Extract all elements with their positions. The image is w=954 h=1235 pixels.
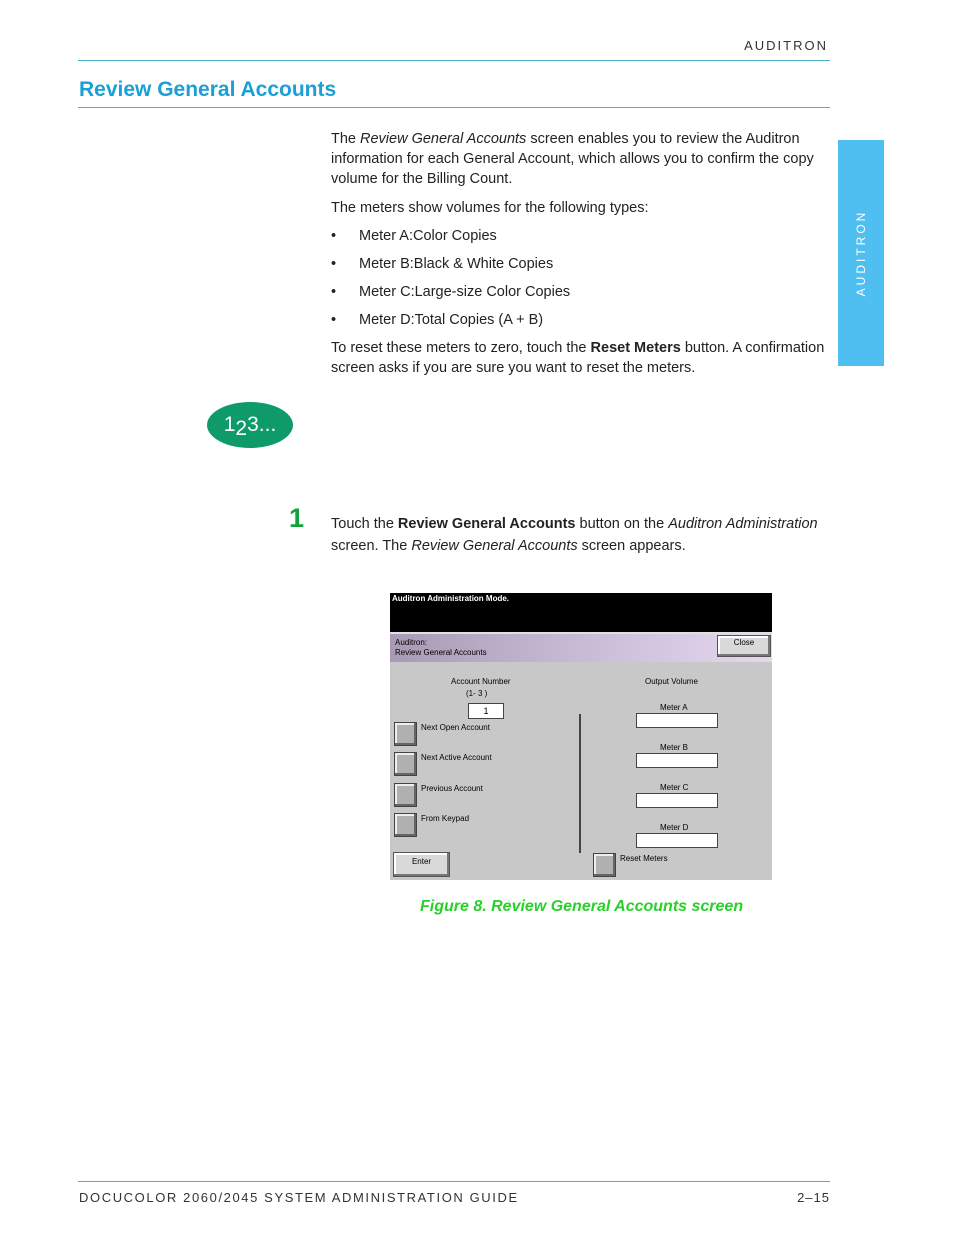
bullet-text: Meter C:Large-size Color Copies (359, 284, 571, 300)
figure-caption: Figure 8. Review General Accounts screen (420, 898, 744, 915)
section-title: Review General Accounts (79, 78, 337, 101)
step-screen-name: Review General Accounts (411, 538, 578, 554)
bullet-item (331, 310, 543, 330)
meter-d-label: Meter D (660, 823, 689, 832)
reset-prefix: To reset these meters to zero, touch the (331, 340, 591, 356)
meter-c-label: Meter C (660, 783, 689, 792)
screen-band-line1: Auditron: (395, 638, 428, 647)
bullet-text: Meter A:Color Copies (359, 228, 497, 244)
step-text-part: screen. The (331, 538, 412, 554)
step-button-name: Review General Accounts (397, 516, 576, 532)
account-number-label: Account Number (451, 677, 511, 686)
meter-b-label: Meter B (660, 743, 689, 752)
intro-suffix: screen enables you to review the Auditron information for each General Account, which allows you to confirm the copy volume for the Billing Count. (331, 131, 814, 187)
bullet-text: Meter D:Total Copies (A + B) (359, 312, 544, 328)
screen-title: Auditron Administration Mode. (392, 594, 510, 603)
steps-icon-digit: 3... (247, 413, 277, 436)
intro-paragraph (331, 129, 831, 189)
footer-rule (78, 1181, 830, 1182)
meter-d-field (636, 833, 718, 848)
screen-divider (579, 714, 581, 853)
intro-screen-name: Review General Accounts (360, 131, 527, 147)
close-button[interactable]: Close (717, 635, 771, 657)
meter-c-field (636, 793, 718, 808)
previous-account-label: Previous Account (421, 784, 483, 793)
bullet-item (331, 254, 553, 274)
bullet-dot: • (331, 256, 337, 272)
step-text-part: screen appears. (577, 538, 686, 554)
screen-title-bar (390, 593, 772, 632)
next-open-account-button[interactable] (394, 722, 417, 746)
next-open-account-label: Next Open Account (421, 723, 490, 732)
bullet-dot: • (331, 284, 337, 300)
reset-suffix: button. A confirmation screen asks if you are sure you want to reset the meters. (331, 340, 825, 376)
previous-account-button[interactable] (394, 783, 417, 807)
step-text-part: Touch the (331, 516, 398, 532)
from-keypad-button[interactable] (394, 813, 417, 837)
bullet-item (331, 282, 570, 302)
steps-icon-digit: 2 (235, 417, 248, 440)
step-1-text (331, 513, 831, 557)
bullet-dot: • (331, 312, 337, 328)
next-active-account-button[interactable] (394, 752, 417, 776)
side-tab-label: AUDITRON (854, 209, 868, 297)
account-range-label: (1- 3 ) (466, 689, 488, 698)
meters-intro: The meters show volumes for the following types: (331, 200, 649, 216)
screen-header-band (390, 632, 772, 662)
bullet-item (331, 226, 497, 246)
meter-b-field (636, 753, 718, 768)
reset-meters-label: Reset Meters (620, 854, 668, 863)
next-active-account-label: Next Active Account (421, 753, 492, 762)
steps-icon (207, 402, 293, 448)
meter-a-label: Meter A (660, 703, 688, 712)
bullet-dot: • (331, 228, 337, 244)
reset-meters-button[interactable] (593, 853, 616, 877)
running-header: AUDITRON (744, 38, 828, 53)
chapter-side-tab (838, 140, 884, 366)
reset-button-name: Reset Meters (590, 340, 681, 356)
header-rule (78, 60, 830, 61)
page-number: 2–15 (797, 1190, 830, 1205)
bullet-text: Meter B:Black & White Copies (359, 256, 554, 272)
review-general-accounts-screenshot (390, 593, 772, 880)
section-rule (78, 107, 830, 108)
from-keypad-label: From Keypad (421, 814, 470, 823)
step-screen-name: Auditron Administration (668, 516, 818, 532)
output-volume-label: Output Volume (645, 677, 698, 686)
step-text-part: button on the (575, 516, 669, 532)
intro-prefix: The (331, 131, 361, 147)
reset-paragraph (331, 338, 831, 378)
step-number: 1 (289, 503, 305, 533)
steps-icon-digit: 1 (223, 413, 236, 436)
account-number-field[interactable]: 1 (468, 703, 504, 719)
enter-button[interactable]: Enter (393, 852, 450, 877)
footer-title: DOCUCOLOR 2060/2045 SYSTEM ADMINISTRATION GUIDE (79, 1190, 519, 1205)
screen-band-line2: Review General Accounts (395, 648, 487, 657)
meter-a-field (636, 713, 718, 728)
